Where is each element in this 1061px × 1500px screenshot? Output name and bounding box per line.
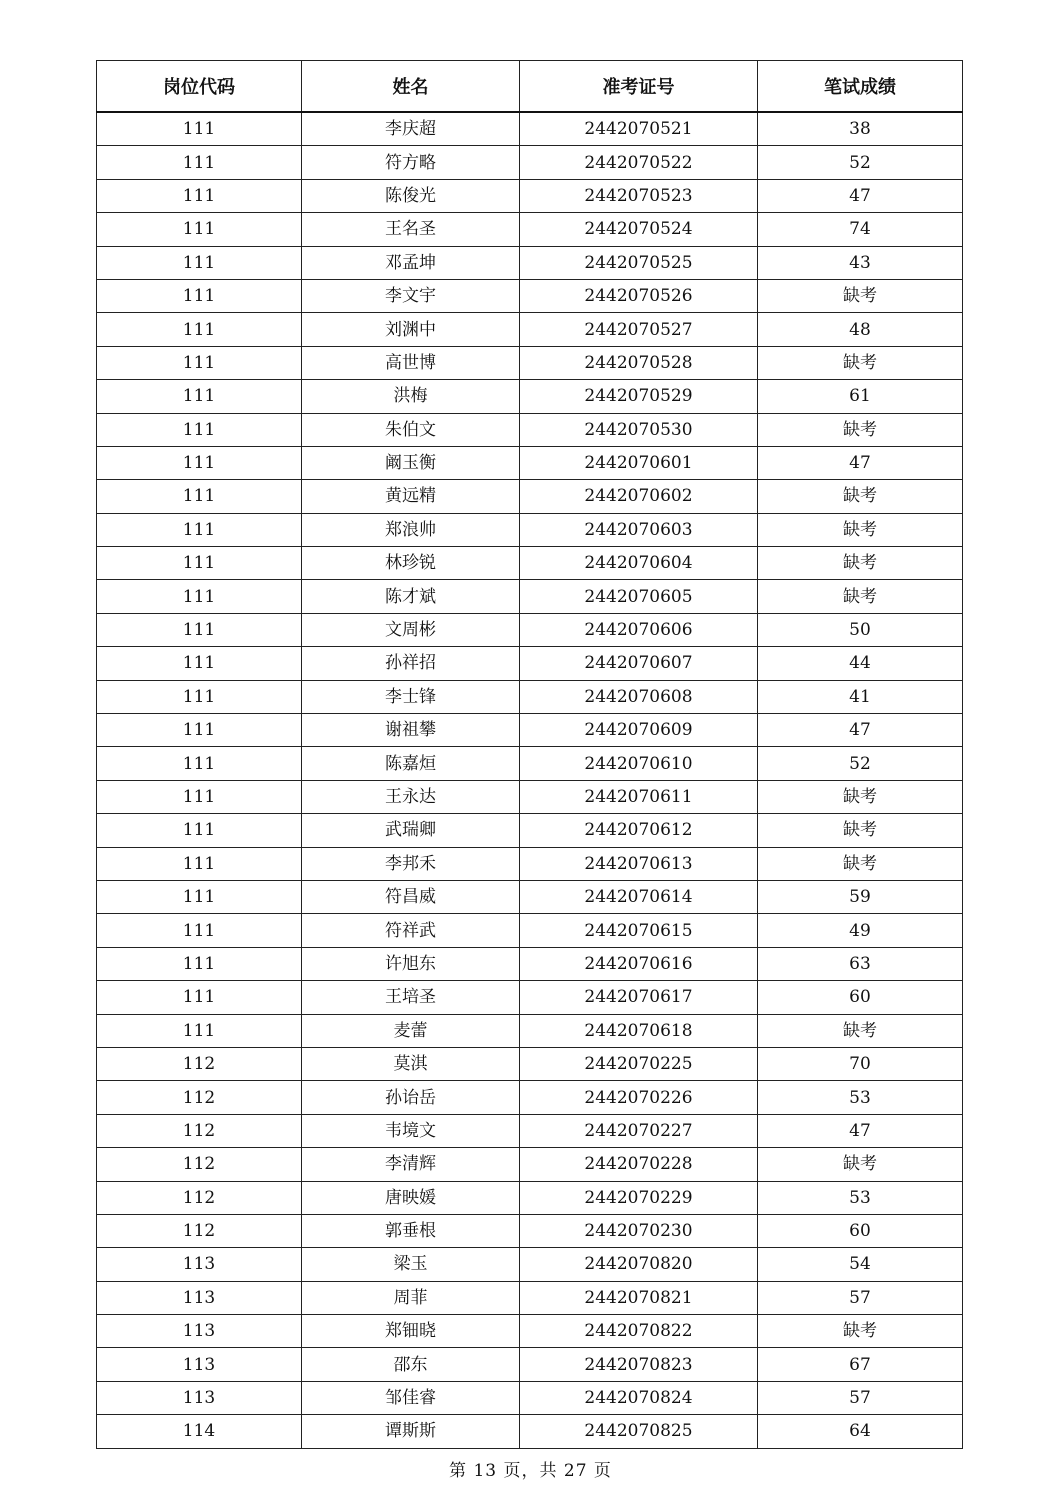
cell-written-score: 47: [758, 179, 963, 212]
cell-written-score: 缺考: [758, 413, 963, 446]
cell-name: 谢祖攀: [302, 714, 520, 747]
table-row: [97, 580, 963, 613]
cell-name: 黄远精: [302, 480, 520, 513]
cell-exam-number: 2442070824: [520, 1381, 758, 1414]
cell-exam-number: 2442070606: [520, 613, 758, 646]
cell-written-score: 缺考: [758, 346, 963, 379]
cell-written-score: 缺考: [758, 1315, 963, 1348]
cell-written-score: 缺考: [758, 513, 963, 546]
cell-exam-number: 2442070616: [520, 947, 758, 980]
cell-exam-number: 2442070613: [520, 847, 758, 880]
table-row: [97, 680, 963, 713]
cell-post-code: 111: [97, 747, 302, 780]
cell-name: 洪梅: [302, 380, 520, 413]
cell-written-score: 53: [758, 1181, 963, 1214]
cell-name: 许旭东: [302, 947, 520, 980]
cell-name: 莫淇: [302, 1047, 520, 1080]
cell-post-code: 112: [97, 1214, 302, 1247]
cell-post-code: 111: [97, 246, 302, 279]
cell-exam-number: 2442070525: [520, 246, 758, 279]
cell-post-code: 111: [97, 547, 302, 580]
cell-exam-number: 2442070825: [520, 1415, 758, 1448]
table-row: [97, 547, 963, 580]
cell-post-code: 111: [97, 880, 302, 913]
cell-name: 邹佳睿: [302, 1381, 520, 1414]
cell-post-code: 113: [97, 1281, 302, 1314]
cell-name: 李清辉: [302, 1148, 520, 1181]
cell-name: 王永达: [302, 780, 520, 813]
cell-post-code: 112: [97, 1114, 302, 1147]
cell-written-score: 74: [758, 213, 963, 246]
table-row: [97, 279, 963, 312]
table-row: [97, 1181, 963, 1214]
cell-written-score: 52: [758, 747, 963, 780]
cell-name: 李庆超: [302, 112, 520, 146]
header-name: 姓名: [302, 61, 520, 113]
cell-written-score: 52: [758, 146, 963, 179]
cell-written-score: 60: [758, 1214, 963, 1247]
cell-exam-number: 2442070614: [520, 880, 758, 913]
cell-post-code: 111: [97, 847, 302, 880]
cell-name: 林珍锐: [302, 547, 520, 580]
cell-exam-number: 2442070820: [520, 1248, 758, 1281]
cell-exam-number: 2442070610: [520, 747, 758, 780]
cell-written-score: 缺考: [758, 580, 963, 613]
cell-exam-number: 2442070530: [520, 413, 758, 446]
cell-written-score: 缺考: [758, 780, 963, 813]
cell-name: 唐映媛: [302, 1181, 520, 1214]
cell-post-code: 111: [97, 146, 302, 179]
table-row: [97, 1281, 963, 1314]
cell-post-code: 112: [97, 1081, 302, 1114]
table-row: [97, 1014, 963, 1047]
table-row: [97, 246, 963, 279]
cell-written-score: 70: [758, 1047, 963, 1080]
cell-name: 郑浪帅: [302, 513, 520, 546]
table-row: [97, 413, 963, 446]
cell-name: 邵东: [302, 1348, 520, 1381]
cell-name: 符昌威: [302, 880, 520, 913]
cell-exam-number: 2442070528: [520, 346, 758, 379]
table-row: [97, 880, 963, 913]
cell-post-code: 112: [97, 1148, 302, 1181]
cell-post-code: 111: [97, 279, 302, 312]
table-row: [97, 513, 963, 546]
cell-exam-number: 2442070523: [520, 179, 758, 212]
cell-exam-number: 2442070529: [520, 380, 758, 413]
cell-exam-number: 2442070821: [520, 1281, 758, 1314]
cell-exam-number: 2442070604: [520, 547, 758, 580]
cell-name: 李士锋: [302, 680, 520, 713]
cell-written-score: 44: [758, 647, 963, 680]
cell-written-score: 61: [758, 380, 963, 413]
cell-name: 高世博: [302, 346, 520, 379]
cell-post-code: 113: [97, 1381, 302, 1414]
cell-name: 王名圣: [302, 213, 520, 246]
cell-written-score: 67: [758, 1348, 963, 1381]
cell-written-score: 50: [758, 613, 963, 646]
cell-post-code: 112: [97, 1047, 302, 1080]
cell-name: 陈嘉烜: [302, 747, 520, 780]
cell-written-score: 缺考: [758, 847, 963, 880]
cell-written-score: 47: [758, 1114, 963, 1147]
cell-name: 武瑞卿: [302, 814, 520, 847]
cell-written-score: 64: [758, 1415, 963, 1448]
cell-written-score: 47: [758, 446, 963, 479]
cell-name: 郭垂根: [302, 1214, 520, 1247]
cell-post-code: 111: [97, 613, 302, 646]
cell-post-code: 111: [97, 313, 302, 346]
cell-name: 王培圣: [302, 981, 520, 1014]
cell-exam-number: 2442070226: [520, 1081, 758, 1114]
table-row: [97, 480, 963, 513]
table-row: [97, 1114, 963, 1147]
cell-post-code: 111: [97, 446, 302, 479]
cell-exam-number: 2442070608: [520, 680, 758, 713]
table-row: [97, 313, 963, 346]
cell-exam-number: 2442070527: [520, 313, 758, 346]
cell-written-score: 41: [758, 680, 963, 713]
table-row: [97, 1381, 963, 1414]
table-row: [97, 1415, 963, 1448]
cell-post-code: 111: [97, 680, 302, 713]
table-row: [97, 613, 963, 646]
cell-name: 朱伯文: [302, 413, 520, 446]
cell-post-code: 111: [97, 213, 302, 246]
cell-post-code: 111: [97, 1014, 302, 1047]
cell-written-score: 60: [758, 981, 963, 1014]
cell-name: 韦境文: [302, 1114, 520, 1147]
cell-exam-number: 2442070605: [520, 580, 758, 613]
cell-post-code: 113: [97, 1248, 302, 1281]
cell-exam-number: 2442070228: [520, 1148, 758, 1181]
cell-exam-number: 2442070617: [520, 981, 758, 1014]
header-row: [97, 61, 963, 113]
cell-written-score: 54: [758, 1248, 963, 1281]
table-row: [97, 914, 963, 947]
cell-post-code: 111: [97, 380, 302, 413]
cell-name: 刘渊中: [302, 313, 520, 346]
cell-name: 麦蕾: [302, 1014, 520, 1047]
cell-post-code: 111: [97, 780, 302, 813]
cell-exam-number: 2442070227: [520, 1114, 758, 1147]
cell-written-score: 缺考: [758, 1148, 963, 1181]
header-written-score: 笔试成绩: [758, 61, 963, 113]
table-row: [97, 1047, 963, 1080]
table-row: [97, 146, 963, 179]
cell-exam-number: 2442070230: [520, 1214, 758, 1247]
header-exam-number: 准考证号: [520, 61, 758, 113]
cell-written-score: 缺考: [758, 547, 963, 580]
cell-name: 梁玉: [302, 1248, 520, 1281]
cell-post-code: 111: [97, 814, 302, 847]
cell-post-code: 111: [97, 714, 302, 747]
table-row: [97, 647, 963, 680]
cell-post-code: 111: [97, 179, 302, 212]
table-row: [97, 1214, 963, 1247]
cell-exam-number: 2442070601: [520, 446, 758, 479]
cell-exam-number: 2442070609: [520, 714, 758, 747]
cell-name: 谭斯斯: [302, 1415, 520, 1448]
cell-exam-number: 2442070229: [520, 1181, 758, 1214]
cell-exam-number: 2442070524: [520, 213, 758, 246]
table-row: [97, 1315, 963, 1348]
cell-post-code: 111: [97, 513, 302, 546]
cell-name: 邓孟坤: [302, 246, 520, 279]
cell-written-score: 缺考: [758, 480, 963, 513]
table-row: [97, 780, 963, 813]
cell-post-code: 111: [97, 914, 302, 947]
cell-name: 符方略: [302, 146, 520, 179]
cell-written-score: 59: [758, 880, 963, 913]
table-row: [97, 1348, 963, 1381]
cell-written-score: 57: [758, 1381, 963, 1414]
cell-exam-number: 2442070602: [520, 480, 758, 513]
table-row: [97, 847, 963, 880]
table-row: [97, 213, 963, 246]
table-row: [97, 981, 963, 1014]
cell-name: 阚玉衡: [302, 446, 520, 479]
table-row: [97, 1248, 963, 1281]
cell-exam-number: 2442070521: [520, 112, 758, 146]
cell-exam-number: 2442070225: [520, 1047, 758, 1080]
cell-exam-number: 2442070823: [520, 1348, 758, 1381]
cell-name: 符祥武: [302, 914, 520, 947]
cell-written-score: 缺考: [758, 1014, 963, 1047]
table-row: [97, 747, 963, 780]
cell-name: 郑钿晓: [302, 1315, 520, 1348]
table-row: [97, 179, 963, 212]
cell-exam-number: 2442070611: [520, 780, 758, 813]
cell-name: 李邦禾: [302, 847, 520, 880]
table-row: [97, 947, 963, 980]
cell-exam-number: 2442070612: [520, 814, 758, 847]
table-row: [97, 446, 963, 479]
table-row: [97, 1081, 963, 1114]
cell-written-score: 49: [758, 914, 963, 947]
cell-exam-number: 2442070526: [520, 279, 758, 312]
cell-written-score: 43: [758, 246, 963, 279]
cell-post-code: 111: [97, 981, 302, 1014]
score-table: [96, 60, 963, 1449]
cell-name: 陈才斌: [302, 580, 520, 613]
cell-exam-number: 2442070615: [520, 914, 758, 947]
cell-written-score: 缺考: [758, 279, 963, 312]
cell-written-score: 48: [758, 313, 963, 346]
cell-written-score: 38: [758, 112, 963, 146]
cell-written-score: 47: [758, 714, 963, 747]
cell-exam-number: 2442070607: [520, 647, 758, 680]
cell-post-code: 111: [97, 480, 302, 513]
cell-post-code: 111: [97, 947, 302, 980]
cell-post-code: 111: [97, 346, 302, 379]
cell-post-code: 111: [97, 580, 302, 613]
table-row: [97, 112, 963, 146]
page-footer: 第 13 页，共 27 页: [449, 1461, 612, 1481]
cell-post-code: 114: [97, 1415, 302, 1448]
cell-post-code: 112: [97, 1181, 302, 1214]
cell-written-score: 63: [758, 947, 963, 980]
cell-exam-number: 2442070618: [520, 1014, 758, 1047]
cell-name: 陈俊光: [302, 179, 520, 212]
table-row: [97, 814, 963, 847]
table-row: [97, 380, 963, 413]
cell-name: 文周彬: [302, 613, 520, 646]
table-row: [97, 346, 963, 379]
cell-exam-number: 2442070603: [520, 513, 758, 546]
table-row: [97, 1148, 963, 1181]
cell-written-score: 53: [758, 1081, 963, 1114]
cell-post-code: 111: [97, 413, 302, 446]
cell-post-code: 113: [97, 1315, 302, 1348]
table-row: [97, 714, 963, 747]
cell-name: 孙诒岳: [302, 1081, 520, 1114]
cell-written-score: 57: [758, 1281, 963, 1314]
cell-name: 孙祥招: [302, 647, 520, 680]
cell-name: 周菲: [302, 1281, 520, 1314]
cell-post-code: 111: [97, 647, 302, 680]
cell-post-code: 113: [97, 1348, 302, 1381]
cell-exam-number: 2442070522: [520, 146, 758, 179]
header-post-code: 岗位代码: [97, 61, 302, 113]
cell-post-code: 111: [97, 112, 302, 146]
cell-name: 李文宇: [302, 279, 520, 312]
cell-written-score: 缺考: [758, 814, 963, 847]
cell-exam-number: 2442070822: [520, 1315, 758, 1348]
